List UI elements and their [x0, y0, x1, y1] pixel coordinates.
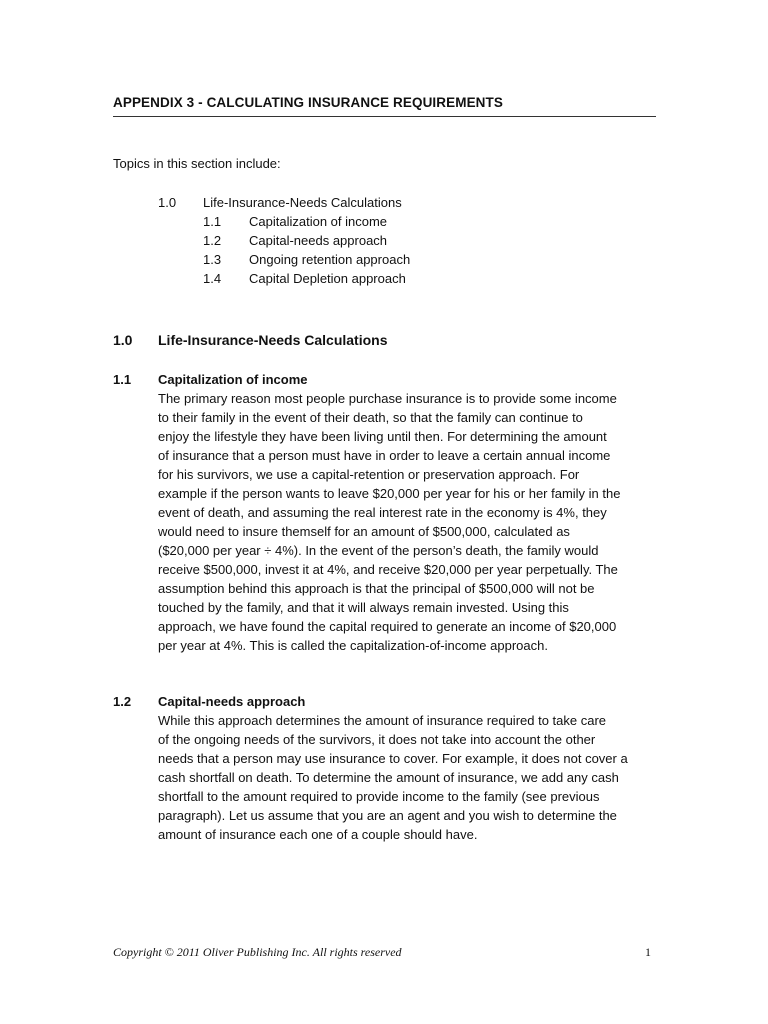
body-line: for his survivors, we use a capital-retention or preservation approach. For [158, 467, 580, 482]
body-line: per year at 4%. This is called the capitalization-of-income approach. [158, 638, 548, 653]
body-line: paragraph). Let us assume that you are an agent and you wish to determine the [158, 808, 617, 823]
subsection-heading [113, 692, 658, 711]
subsection-heading [113, 370, 658, 389]
footer-copyright: Copyright © 2011 Oliver Publishing Inc. All rights reserved [113, 945, 402, 959]
body-line: enjoy the lifestyle they have been living until then. For determining the amount [158, 429, 607, 444]
topic-number: 1.4 [203, 271, 222, 286]
topic-number: 1.0 [158, 195, 177, 210]
topic-label: Capital Depletion approach [249, 271, 406, 286]
body-line: of the ongoing needs of the survivors, it does not take into account the other [158, 732, 596, 747]
body-line: example if the person wants to leave $20,000 per year for his or her family in the [158, 486, 621, 501]
appendix-title: APPENDIX 3 - CALCULATING INSURANCE REQUIREMENTS [113, 95, 503, 110]
section-heading-number: 1.0 [113, 332, 133, 348]
topic-number: 1.1 [203, 214, 222, 229]
subsection-label: Capital-needs approach [158, 694, 306, 709]
body-line: needs that a person may use insurance to cover. For example, it does not cover a [158, 751, 628, 766]
body-line: The primary reason most people purchase insurance is to provide some income [158, 391, 617, 406]
subsection-number: 1.1 [113, 372, 132, 387]
body-line: amount of insurance each one of a couple should have. [158, 827, 478, 842]
title-underline-rule [113, 116, 656, 117]
subsection-number: 1.2 [113, 694, 132, 709]
subsection-body [158, 389, 658, 655]
body-line: to their family in the event of their death, so that the family can continue to [158, 410, 583, 425]
section-heading-label: Life-Insurance-Needs Calculations [158, 332, 388, 348]
body-line: would need to insure themself for an amount of $500,000, calculated as [158, 524, 570, 539]
topic-label: Life-Insurance-Needs Calculations [203, 195, 402, 210]
topic-number: 1.2 [203, 233, 222, 248]
topic-number: 1.3 [203, 252, 222, 267]
topics-intro: Topics in this section include: [113, 156, 281, 171]
body-line: of insurance that a person must have in order to leave a certain annual income [158, 448, 611, 463]
body-line: assumption behind this approach is that the principal of $500,000 will not be [158, 581, 595, 596]
body-line: ($20,000 per year ÷ 4%). In the event of the person’s death, the family would [158, 543, 599, 558]
body-line: cash shortfall on death. To determine the amount of insurance, we add any cash [158, 770, 619, 785]
body-line: receive $500,000, invest it at 4%, and receive $20,000 per year perpetually. The [158, 562, 618, 577]
topic-label: Capital-needs approach [249, 233, 388, 248]
subsection-label: Capitalization of income [158, 372, 308, 387]
body-line: While this approach determines the amount of insurance required to take care [158, 713, 607, 728]
footer-page-number: 1 [645, 945, 651, 959]
body-line: touched by the family, and that it will always remain invested. Using this [158, 600, 569, 615]
body-line: event of death, and assuming the real interest rate in the economy is 4%, they [158, 505, 607, 520]
subsection-body [158, 711, 658, 844]
subsection-capital-needs-approach [113, 692, 658, 844]
topic-label: Capitalization of income [249, 214, 388, 229]
topic-label: Ongoing retention approach [249, 252, 411, 267]
subsection-capitalization-of-income [113, 370, 658, 655]
body-line: shortfall to the amount required to provide income to the family (see previous [158, 789, 600, 804]
body-line: approach, we have found the capital required to generate an income of $20,000 [158, 619, 617, 634]
